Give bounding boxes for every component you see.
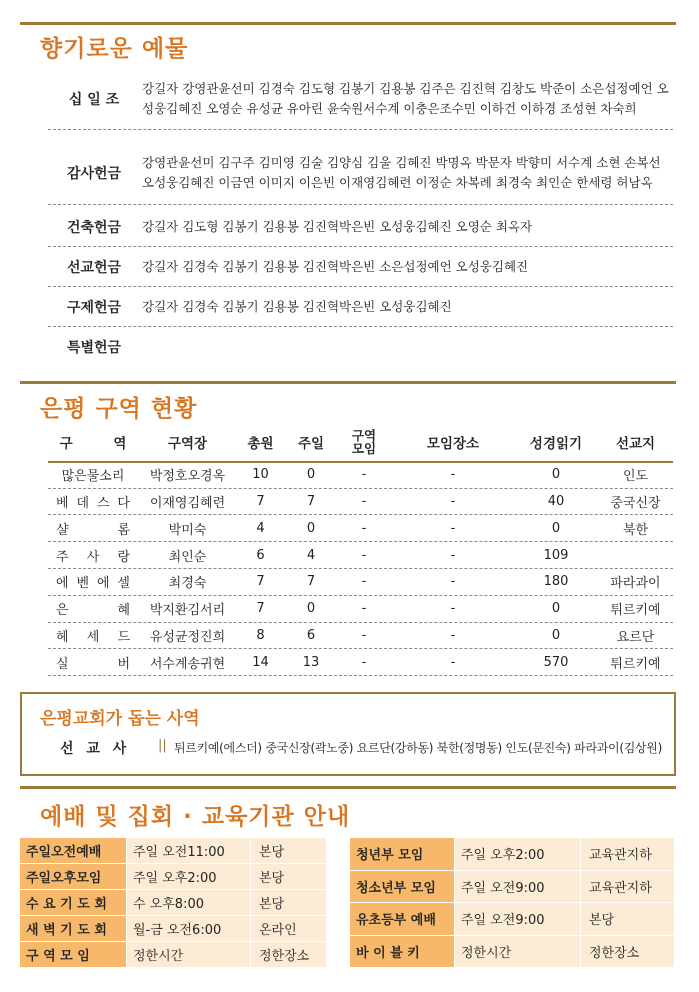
cell-meeting: - [361, 494, 367, 510]
schedule-time: 주일 오후2:00 [454, 838, 580, 871]
header-place: 모임장소 [426, 436, 480, 452]
table-row [48, 596, 673, 623]
schedule-time: 정한시간 [454, 936, 580, 969]
schedule-row [20, 916, 326, 942]
schedule-row [20, 838, 326, 864]
cell-leader: 이재영김혜련 [149, 496, 226, 512]
cell-place: - [450, 494, 456, 510]
cell-district: 헤 세 드 [56, 630, 130, 646]
cell-district: 많은물소리 [61, 469, 125, 485]
cell-total: 4 [256, 520, 265, 536]
schedule-row [350, 871, 674, 904]
cell-leader: 서수계송귀현 [149, 656, 226, 672]
schedule-place: 정한장소 [580, 936, 674, 969]
offering-label: 구제헌금 [66, 299, 122, 316]
missionary-list: 튀르키예(에스더) 중국신장(곽노중) 요르단(강하동) 북한(정명동) 인도(문진숙) 파라과이(김상원) [174, 741, 662, 755]
district-table [48, 424, 673, 680]
schedule-place: 본당 [250, 890, 326, 916]
schedule-time: 수 오후8:00 [126, 890, 250, 916]
header-meeting: 구역 모임 [351, 428, 377, 456]
offering-names: 강길자 강영관윤선미 김경숙 김도형 김봉기 김용봉 김주은 김진혁 김창도 박준이 소은섭정예언 오성웅김혜진 오영순 유성균 유아린 윤숙원서수계 이충은조수민 이하건 이하경 조성현 차숙희 [142, 80, 669, 116]
schedule-place: 교육관지하 [580, 838, 674, 871]
missionary-label: 선 교 사 [60, 741, 131, 757]
cell-mission: 북한 [622, 522, 649, 538]
cell-place: - [450, 547, 456, 563]
schedule-time: 정한시간 [126, 942, 250, 968]
cell-mission: 요르단 [616, 630, 655, 646]
cell-bible: 0 [551, 467, 561, 483]
offering-row-tithe [48, 68, 673, 130]
cell-leader: 최인순 [168, 549, 207, 565]
schedule-row [20, 890, 326, 916]
schedule-name: 수 요 기 도 회 [20, 890, 126, 916]
offering-label: 건축헌금 [66, 219, 122, 236]
schedule-name: 구 역 모 임 [20, 942, 126, 968]
schedule-row [20, 942, 326, 968]
table-row [48, 623, 673, 650]
cell-sunday: 6 [306, 628, 316, 644]
cell-total: 10 [252, 467, 269, 483]
cell-bible: 0 [551, 628, 561, 644]
cell-mission: 파라과이 [610, 576, 661, 592]
cell-leader: 최경숙 [168, 576, 207, 592]
cell-bible: 180 [543, 574, 569, 590]
cell-sunday: 0 [306, 601, 316, 617]
cell-mission: 튀르키예 [610, 656, 661, 672]
schedule-name: 바 이 블 키 [350, 936, 454, 969]
schedule-place: 본당 [250, 838, 326, 864]
cell-mission [598, 542, 673, 568]
schedule-place: 본당 [250, 864, 326, 890]
cell-district: 주 사 랑 [56, 549, 130, 565]
cell-district: 은 혜 [56, 603, 130, 619]
cell-place: - [450, 520, 456, 536]
header-district: 구 역 [59, 436, 127, 452]
cell-total: 6 [256, 547, 265, 563]
schedule-time: 주일 오후2:00 [126, 864, 250, 890]
cell-district: 실 버 [56, 656, 130, 672]
cell-meeting: - [361, 467, 367, 483]
schedule-row [350, 936, 674, 969]
schedule-title: 예배 및 집회 · 교육기관 안내 [40, 804, 351, 830]
cell-place: - [450, 467, 456, 483]
cell-sunday: 13 [302, 654, 320, 670]
mission-separator: || [158, 738, 167, 753]
cell-leader: 박미숙 [168, 522, 207, 538]
cell-leader: 박지환김서리 [149, 603, 226, 619]
schedule-name: 청년부 모임 [350, 838, 454, 871]
cell-total: 7 [256, 574, 265, 590]
offering-label: 특별헌금 [66, 340, 122, 356]
section-rule-top [20, 22, 676, 25]
offering-names: 강길자 김도형 김봉기 김용봉 김진혁박은빈 오성웅김혜진 오영순 최옥자 [142, 218, 533, 234]
section-rule-schedule [20, 786, 676, 789]
offering-names: 강길자 김경숙 김봉기 김용봉 김진혁박은빈 오성웅김혜진 [142, 298, 452, 314]
schedule-time: 월-금 오전6:00 [126, 916, 250, 942]
schedule-name: 주일오후모임 [20, 864, 126, 890]
cell-mission: 튀르키예 [610, 603, 661, 619]
schedule-place: 온라인 [250, 916, 326, 942]
cell-meeting: - [361, 654, 367, 670]
offering-row-relief [48, 287, 673, 327]
table-row [48, 462, 673, 489]
cell-total: 7 [256, 601, 265, 617]
table-row [48, 569, 673, 596]
cell-sunday: 4 [306, 547, 316, 563]
cell-leader: 유성균정진희 [149, 630, 226, 646]
cell-meeting: - [361, 601, 367, 617]
schedule-name: 유초등부 예배 [350, 903, 454, 936]
cell-place: - [450, 654, 456, 670]
offering-names: 강길자 김경숙 김봉기 김용봉 김진혁박은빈 소은섭정예언 오성웅김혜진 [142, 258, 529, 274]
cell-sunday: 7 [306, 494, 316, 510]
cell-meeting: - [361, 520, 367, 536]
schedule-row [350, 838, 674, 871]
schedule-time: 주일 오전11:00 [126, 838, 250, 864]
cell-sunday: 0 [306, 520, 316, 536]
cell-total: 14 [252, 654, 269, 670]
cell-sunday: 7 [306, 574, 316, 590]
cell-district: 베 데 스 다 [56, 496, 130, 512]
mission-support-title: 은평교회가 돕는 사역 [40, 709, 200, 729]
header-sunday: 주일 [297, 436, 325, 452]
schedule-time: 주일 오전9:00 [454, 871, 580, 904]
cell-bible: 0 [551, 601, 561, 617]
cell-district: 샬 롬 [56, 522, 130, 538]
cell-meeting: - [361, 574, 367, 590]
cell-sunday: 0 [306, 467, 316, 483]
cell-bible: 0 [551, 520, 561, 536]
schedule-left [20, 838, 326, 968]
table-row [48, 489, 673, 516]
cell-mission: 인도 [622, 469, 649, 485]
schedule-place: 정한장소 [250, 942, 326, 968]
header-leader: 구역장 [167, 436, 208, 452]
section-rule-districts [20, 381, 676, 384]
cell-mission: 중국신장 [610, 496, 661, 512]
cell-total: 8 [256, 628, 265, 644]
offering-row-building [48, 207, 673, 247]
schedule-place: 교육관지하 [580, 871, 674, 904]
schedule-name: 청소년부 모임 [350, 871, 454, 904]
schedule-row [350, 903, 674, 936]
header-mission: 선교지 [615, 436, 656, 452]
cell-district: 에 벤 에 셀 [56, 576, 130, 592]
cell-meeting: - [361, 547, 367, 563]
cell-place: - [450, 628, 456, 644]
header-bible: 성경읽기 [529, 436, 583, 452]
schedule-right [350, 838, 674, 968]
offering-row-mission [48, 247, 673, 287]
cell-bible: 109 [543, 547, 569, 563]
table-row [48, 650, 673, 677]
offering-names: 강영관윤선미 김구주 김미영 김술 김양심 김울 김혜진 박명옥 박문자 박향미 서수계 소현 손복선 오성웅김혜진 이금연 이미지 이은빈 이재영김혜련 이정순 차복례 최경숙 최인순 한세령 허남옥 [142, 154, 661, 190]
offerings-title: 향기로운 예물 [40, 36, 189, 62]
table-row [48, 516, 673, 543]
schedule-name: 주일오전예배 [20, 838, 126, 864]
cell-total: 7 [256, 494, 265, 510]
header-total: 총원 [247, 436, 274, 452]
schedule-place: 본당 [580, 903, 674, 936]
cell-bible: 40 [547, 494, 565, 510]
offering-label: 선교헌금 [66, 259, 122, 276]
cell-leader: 박정호오경옥 [149, 469, 226, 485]
schedule-row [20, 864, 326, 890]
mission-support-box [20, 692, 676, 776]
offering-row-thanks [48, 141, 673, 205]
schedule-time: 주일 오전9:00 [454, 903, 580, 936]
offering-label: 십 일 조 [68, 91, 120, 108]
districts-title: 은평 구역 현황 [40, 396, 198, 422]
cell-bible: 570 [543, 654, 569, 670]
cell-meeting: - [361, 628, 367, 644]
cell-place: - [450, 601, 456, 617]
schedule-name: 새 벽 기 도 회 [20, 916, 126, 942]
table-row [48, 542, 673, 569]
offering-label: 감사헌금 [66, 165, 122, 182]
offering-row-special [48, 327, 673, 367]
cell-place: - [450, 574, 456, 590]
table-header [48, 424, 673, 460]
